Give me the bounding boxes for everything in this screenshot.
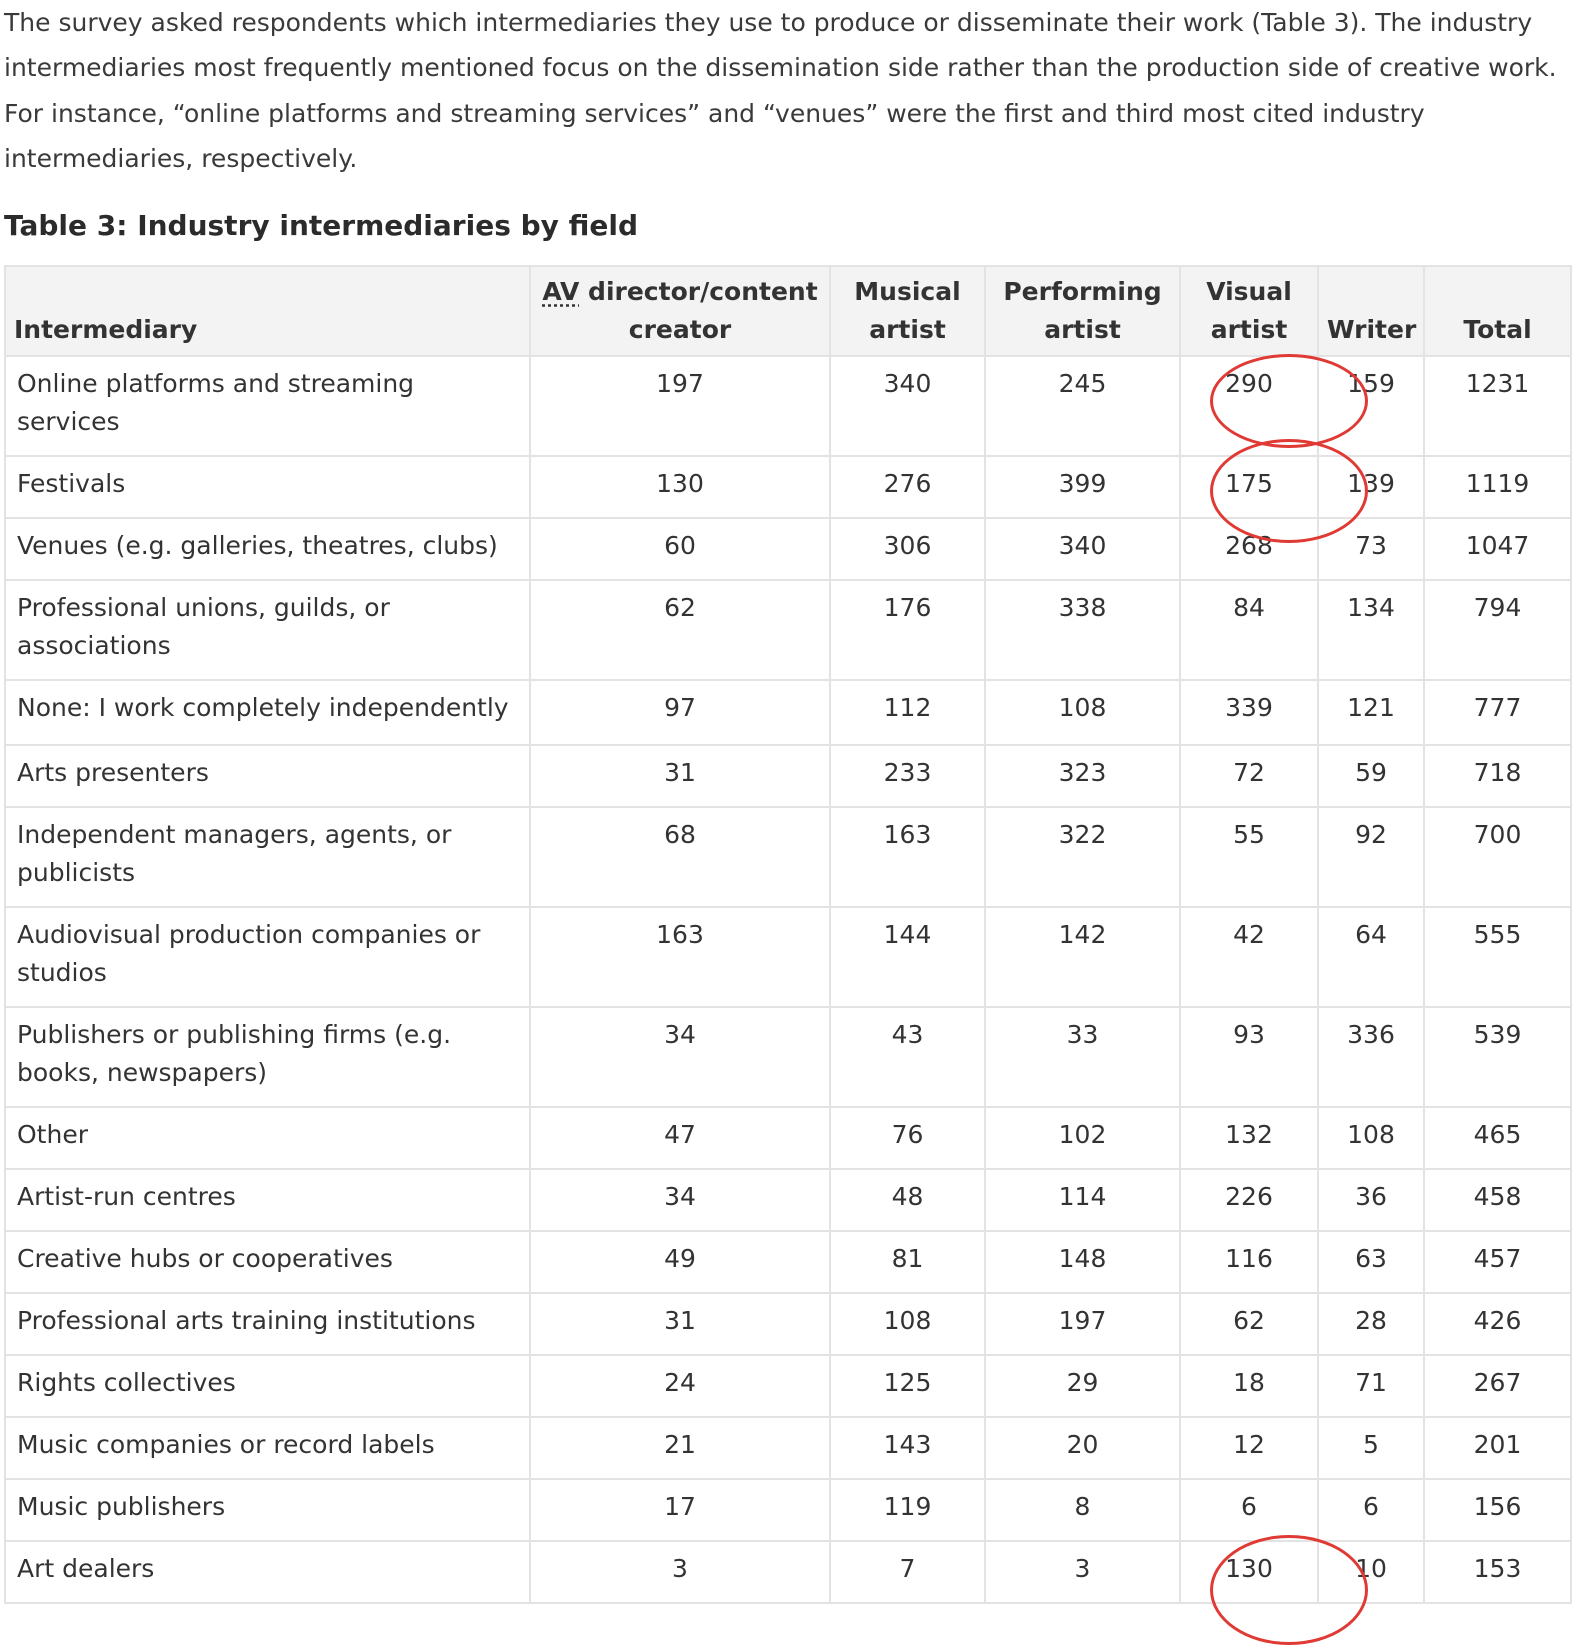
- cell-total: 1119: [1424, 456, 1571, 518]
- table-caption: Table 3: Industry intermediaries by field: [4, 209, 639, 242]
- cell-performing: 142: [985, 907, 1180, 1007]
- cell-performing: 245: [985, 356, 1180, 456]
- row-label: Professional unions, guilds, or associations: [5, 580, 530, 680]
- cell-performing: 114: [985, 1169, 1180, 1231]
- av-abbreviation[interactable]: AV: [542, 277, 580, 306]
- cell-musical: 81: [830, 1231, 985, 1293]
- cell-writer: 5: [1318, 1417, 1424, 1479]
- row-label: Creative hubs or cooperatives: [5, 1231, 530, 1293]
- table-header-row: [5, 266, 1571, 356]
- cell-av: 31: [530, 745, 830, 807]
- cell-av: 49: [530, 1231, 830, 1293]
- cell-performing: 20: [985, 1417, 1180, 1479]
- cell-total: 156: [1424, 1479, 1571, 1541]
- table-row: [5, 807, 1571, 907]
- cell-musical: 276: [830, 456, 985, 518]
- header-total: Total: [1424, 266, 1571, 356]
- header-intermediary: Intermediary: [5, 266, 530, 356]
- cell-visual: 93: [1180, 1007, 1318, 1107]
- row-label: Venues (e.g. galleries, theatres, clubs): [5, 518, 530, 580]
- intro-paragraph: The survey asked respondents which intermediaries they use to produce or disseminate their work (Table 3). The industry intermediaries most frequently mentioned focus on the dissemination side rather than the production side of creative work. For instance, “online platforms and streaming services” and “venues” were the first and third most cited industry intermediaries, respectively.: [4, 8, 1557, 173]
- intermediaries-table: [4, 265, 1572, 1604]
- cell-av: 17: [530, 1479, 830, 1541]
- cell-musical: 163: [830, 807, 985, 907]
- cell-performing: 197: [985, 1293, 1180, 1355]
- cell-musical: 144: [830, 907, 985, 1007]
- cell-av: 47: [530, 1107, 830, 1169]
- cell-visual: 6: [1180, 1479, 1318, 1541]
- cell-total: 426: [1424, 1293, 1571, 1355]
- table-row: [5, 745, 1571, 807]
- table-row: [5, 1169, 1571, 1231]
- cell-av: 60: [530, 518, 830, 580]
- cell-visual: 116: [1180, 1231, 1318, 1293]
- cell-musical: 43: [830, 1007, 985, 1107]
- cell-musical: 112: [830, 680, 985, 745]
- row-label: Festivals: [5, 456, 530, 518]
- cell-writer: 139: [1318, 456, 1424, 518]
- row-label: Artist-run centres: [5, 1169, 530, 1231]
- cell-musical: 125: [830, 1355, 985, 1417]
- cell-total: 458: [1424, 1169, 1571, 1231]
- cell-performing: 148: [985, 1231, 1180, 1293]
- cell-av: 68: [530, 807, 830, 907]
- cell-performing: 108: [985, 680, 1180, 745]
- table-body: [5, 356, 1571, 1603]
- cell-musical: 306: [830, 518, 985, 580]
- header-performing-artist: Performing artist: [985, 266, 1180, 356]
- cell-writer: 59: [1318, 745, 1424, 807]
- cell-visual: 18: [1180, 1355, 1318, 1417]
- table-row: [5, 1417, 1571, 1479]
- table-row: [5, 1231, 1571, 1293]
- cell-writer: 6: [1318, 1479, 1424, 1541]
- cell-total: 777: [1424, 680, 1571, 745]
- cell-visual: 84: [1180, 580, 1318, 680]
- cell-visual: 268: [1180, 518, 1318, 580]
- header-visual-artist: Visual artist: [1180, 266, 1318, 356]
- row-label: None: I work completely independently: [5, 680, 530, 745]
- cell-musical: 108: [830, 1293, 985, 1355]
- row-label: Art dealers: [5, 1541, 530, 1603]
- cell-av: 130: [530, 456, 830, 518]
- cell-av: 31: [530, 1293, 830, 1355]
- row-label: Music publishers: [5, 1479, 530, 1541]
- table-row: [5, 1293, 1571, 1355]
- cell-musical: 119: [830, 1479, 985, 1541]
- cell-total: 794: [1424, 580, 1571, 680]
- cell-visual: 62: [1180, 1293, 1318, 1355]
- header-writer: Writer: [1318, 266, 1424, 356]
- cell-total: 1231: [1424, 356, 1571, 456]
- cell-writer: 336: [1318, 1007, 1424, 1107]
- cell-total: 201: [1424, 1417, 1571, 1479]
- cell-total: 153: [1424, 1541, 1571, 1603]
- cell-total: 700: [1424, 807, 1571, 907]
- cell-visual: 42: [1180, 907, 1318, 1007]
- table-row: [5, 518, 1571, 580]
- table-row: [5, 1007, 1571, 1107]
- row-label: Independent managers, agents, or publicists: [5, 807, 530, 907]
- cell-av: 163: [530, 907, 830, 1007]
- cell-av: 34: [530, 1007, 830, 1107]
- cell-writer: 71: [1318, 1355, 1424, 1417]
- cell-visual: 55: [1180, 807, 1318, 907]
- row-label: Music companies or record labels: [5, 1417, 530, 1479]
- cell-writer: 73: [1318, 518, 1424, 580]
- row-label: Rights collectives: [5, 1355, 530, 1417]
- cell-writer: 36: [1318, 1169, 1424, 1231]
- cell-visual: 12: [1180, 1417, 1318, 1479]
- cell-performing: 3: [985, 1541, 1180, 1603]
- cell-performing: 399: [985, 456, 1180, 518]
- cell-visual: 72: [1180, 745, 1318, 807]
- cell-total: 267: [1424, 1355, 1571, 1417]
- header-av-rest: director/content creator: [579, 277, 818, 344]
- row-label: Audiovisual production companies or studios: [5, 907, 530, 1007]
- cell-av: 24: [530, 1355, 830, 1417]
- table-row: [5, 456, 1571, 518]
- cell-performing: 102: [985, 1107, 1180, 1169]
- cell-writer: 159: [1318, 356, 1424, 456]
- table-row: [5, 680, 1571, 745]
- cell-total: 539: [1424, 1007, 1571, 1107]
- cell-writer: 64: [1318, 907, 1424, 1007]
- cell-total: 718: [1424, 745, 1571, 807]
- cell-performing: 8: [985, 1479, 1180, 1541]
- cell-writer: 10: [1318, 1541, 1424, 1603]
- cell-av: 34: [530, 1169, 830, 1231]
- cell-musical: 143: [830, 1417, 985, 1479]
- table-row: [5, 356, 1571, 456]
- cell-performing: 29: [985, 1355, 1180, 1417]
- cell-visual: 290: [1180, 356, 1318, 456]
- cell-writer: 63: [1318, 1231, 1424, 1293]
- table-row: [5, 1541, 1571, 1603]
- row-label: Other: [5, 1107, 530, 1169]
- cell-musical: 48: [830, 1169, 985, 1231]
- cell-writer: 108: [1318, 1107, 1424, 1169]
- cell-total: 1047: [1424, 518, 1571, 580]
- table-row: [5, 907, 1571, 1007]
- cell-av: 3: [530, 1541, 830, 1603]
- cell-musical: 340: [830, 356, 985, 456]
- cell-performing: 322: [985, 807, 1180, 907]
- cell-writer: 28: [1318, 1293, 1424, 1355]
- cell-writer: 92: [1318, 807, 1424, 907]
- cell-performing: 33: [985, 1007, 1180, 1107]
- header-musical-artist: Musical artist: [830, 266, 985, 356]
- cell-av: 97: [530, 680, 830, 745]
- cell-av: 21: [530, 1417, 830, 1479]
- cell-visual: 130: [1180, 1541, 1318, 1603]
- cell-total: 555: [1424, 907, 1571, 1007]
- cell-visual: 132: [1180, 1107, 1318, 1169]
- cell-performing: 340: [985, 518, 1180, 580]
- cell-performing: 323: [985, 745, 1180, 807]
- header-av-director: [530, 266, 830, 356]
- row-label: Publishers or publishing firms (e.g. books, newspapers): [5, 1007, 530, 1107]
- cell-musical: 76: [830, 1107, 985, 1169]
- cell-av: 197: [530, 356, 830, 456]
- table-row: [5, 580, 1571, 680]
- cell-musical: 7: [830, 1541, 985, 1603]
- cell-visual: 339: [1180, 680, 1318, 745]
- cell-musical: 176: [830, 580, 985, 680]
- table-row: [5, 1479, 1571, 1541]
- row-label: Online platforms and streaming services: [5, 356, 530, 456]
- cell-visual: 175: [1180, 456, 1318, 518]
- cell-musical: 233: [830, 745, 985, 807]
- row-label: Professional arts training institutions: [5, 1293, 530, 1355]
- row-label: Arts presenters: [5, 745, 530, 807]
- cell-total: 457: [1424, 1231, 1571, 1293]
- table-row: [5, 1107, 1571, 1169]
- cell-av: 62: [530, 580, 830, 680]
- table-row: [5, 1355, 1571, 1417]
- cell-total: 465: [1424, 1107, 1571, 1169]
- cell-performing: 338: [985, 580, 1180, 680]
- cell-writer: 121: [1318, 680, 1424, 745]
- cell-visual: 226: [1180, 1169, 1318, 1231]
- cell-writer: 134: [1318, 580, 1424, 680]
